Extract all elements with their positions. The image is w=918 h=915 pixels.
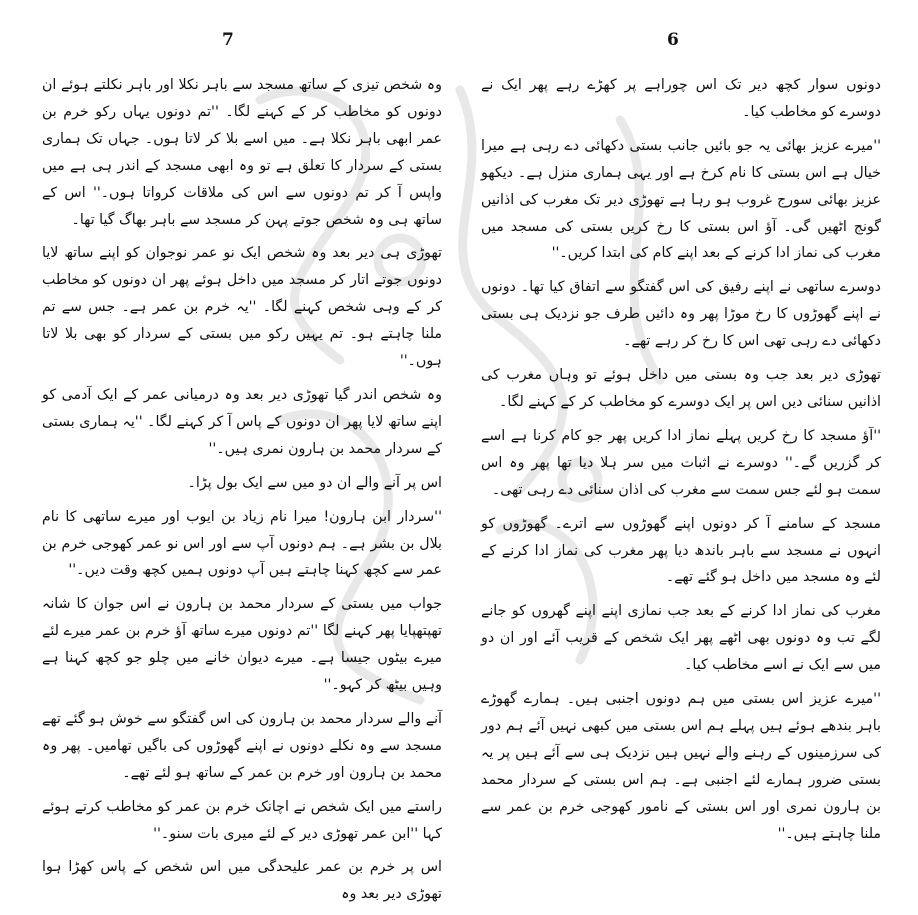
- left-page: [0, 0, 459, 903]
- paragraph: وہ شخص اندر گیا تھوڑی دیر بعد وہ درمیانی عمر کے ایک آدمی کو اپنے ساتھ لایا پھر ان دونوں کے پاس آ کر کہنے لگا۔ ''یہ ہماری بستی کے سردار محمد بن ہارون نمری ہیں۔'': [42, 386, 442, 457]
- paragraph: ''میرے عزیز بھائی یہ جو بائیں جانب بستی دکھائی دے رہی ہے میرا خیال ہے اس بستی کا نام کرخ ہے اور یہی ہماری منزل ہے۔ دیکھو عزیز بھائی سورج غروب ہو رہا ہے تھوڑی دیر تک مغرب کی اذانیں گونج اٹھیں گی۔ آؤ اس بستی کا رخ کریں بستی کی مسجد میں مغرب کی نماز ادا کرنے کے بعد اپنے کام کی ابتدا کریں۔'': [481, 137, 881, 262]
- paragraph: مغرب کی نماز ادا کرنے کے بعد جب نمازی اپنے اپنے گھروں کو جانے لگے تب وہ دونوں بھی اٹھے پھر ایک شخص کے قریب آئے اور ان دو میں سے ایک نے اسے مخاطب کیا۔: [481, 603, 881, 674]
- paragraph: تھوڑی دیر بعد جب وہ بستی میں داخل ہوئے تو وہاں مغرب کی اذانیں سنائی دیں اس پر ایک دوسرے کو مخاطب کر کے کہنے لگا۔: [481, 367, 881, 410]
- paragraph: وہ شخص تیزی کے ساتھ مسجد سے باہر نکلا اور باہر نکلتے ہوئے ان دونوں کو مخاطب کر کے کہنے لگا۔ ''تم دونوں یہاں رکو خرم بن عمر ابھی باہر نکلا ہے۔ میں اسے بلا کر لاتا ہوں۔ جہاں تک ہماری بستی کے سردار کا تعلق ہے تو وہ ابھی مسجد کے اندر ہی ہے میں واپس آ کر تم دونوں سے اس کی ملاقات کرواتا ہوں۔'' اس کے ساتھ ہی وہ شخص جوتے پہن کر مسجد سے باہر بھاگ گیا تھا۔: [42, 77, 442, 228]
- paragraph: ''آؤ مسجد کا رخ کریں پہلے نماز ادا کریں پھر جو کام کرنا ہے اسے کر گزریں گے۔'' دوسرے نے اثبات میں سر ہلا دیا تھا پھر وہ اس سمت ہو لئے جس سمت سے مغرب کی اذان سنائی دے رہی تھی۔: [481, 427, 881, 498]
- paragraph: اس پر خرم بن عمر علیحدگی میں اس شخص کے پاس کھڑا ہوا تھوڑی دیر بعد وہ: [42, 859, 442, 903]
- paragraph: آنے والے سردار محمد بن ہارون کی اس گفتگو سے خوش ہو گئے تھے مسجد سے وہ نکلے دونوں نے اپنے گھوڑوں کی باگیں تھامیں۔ پھر وہ محمد بن ہارون اور خرم بن عمر کے ساتھ ہو لئے تھے۔: [42, 710, 442, 781]
- paragraph: ''میرے عزیز اس بستی میں ہم دونوں اجنبی ہیں۔ ہمارے گھوڑے باہر بندھے ہوئے ہیں پہلے ہم اس بستی میں کبھی نہیں آئے ہم دور کی سرزمینوں کے رہنے والے نہیں ہیں نزدیک ہی سے آئے ہیں پر یہ بستی ضرور ہمارے لئے اجنبی ہے۔ ہم اس بستی کے سردار محمد بن ہارون نمری اور اس بستی کے نامور کھوجی خرم بن عمر سے ملنا چاہتے ہیں۔'': [481, 691, 881, 842]
- page-body: [481, 72, 881, 854]
- page-number: 6: [667, 30, 679, 50]
- paragraph: دوسرے ساتھی نے اپنے رفیق کی اس گفتگو سے اتفاق کیا تھا۔ دونوں نے اپنے گھوڑوں کا رخ موڑا پھر وہ دائیں طرف جو نزدیک ہی بستی دکھائی دے رہی تھی اس کا رخ کر رہے تھے۔: [481, 279, 881, 350]
- page-number: 7: [222, 30, 234, 50]
- paragraph: ''سردار ابن ہارون! میرا نام زیاد بن ایوب اور میرے ساتھی کا نام بلال بن بشر ہے۔ ہم دونوں آپ سے اور اس نو عمر کھوجی خرم بن عمر سے کچھ کہنا چاہتے ہیں آپ دونوں ہمیں کچھ وقت دیں۔'': [42, 508, 442, 579]
- page-body: [42, 72, 442, 915]
- right-page: [459, 0, 918, 842]
- paragraph: دونوں سوار کچھ دیر تک اس چوراہے پر کھڑے رہے پھر ایک نے دوسرے کو مخاطب کیا۔: [481, 77, 881, 120]
- paragraph: راستے میں ایک شخص نے اچانک خرم بن عمر کو مخاطب کرتے ہوئے کہا ''ابن عمر تھوڑی دیر کے لئے میری بات سنو۔'': [42, 798, 442, 842]
- paragraph: جواب میں بستی کے سردار محمد بن ہارون نے اس جوان کا شانہ تھپتھپایا پھر کہنے لگا ''تم دونوں میرے ساتھ آؤ خرم بن عمر میرے لئے میرے بیٹوں جیسا ہے۔ میرے دیوان خانے میں چلو جو کچھ کہنا ہے وہیں بیٹھ کر کہو۔'': [42, 596, 442, 694]
- paragraph: اس پر آنے والے ان دو میں سے ایک بول پڑا۔: [187, 474, 442, 491]
- paragraph: مسجد کے سامنے آ کر دونوں اپنے گھوڑوں سے اترے۔ گھوڑوں کو انہوں نے مسجد سے باہر باندھ دیا پھر مغرب کی نماز ادا کرنے کے لئے وہ مسجد میں داخل ہو گئے تھے۔: [481, 515, 881, 586]
- paragraph: تھوڑی ہی دیر بعد وہ شخص ایک نو عمر نوجوان کو اپنے ساتھ لایا دونوں جوتے اتار کر مسجد میں داخل ہوئے پھر ان دونوں کو مخاطب کر کے وہی شخص کہنے لگا۔ ''یہ خرم بن عمر ہے۔ جس سے تم ملنا چاہتے ہو۔ تم یہیں رکو میں بستی کے سردار کو بھی بلا لاتا ہوں۔'': [42, 245, 442, 370]
